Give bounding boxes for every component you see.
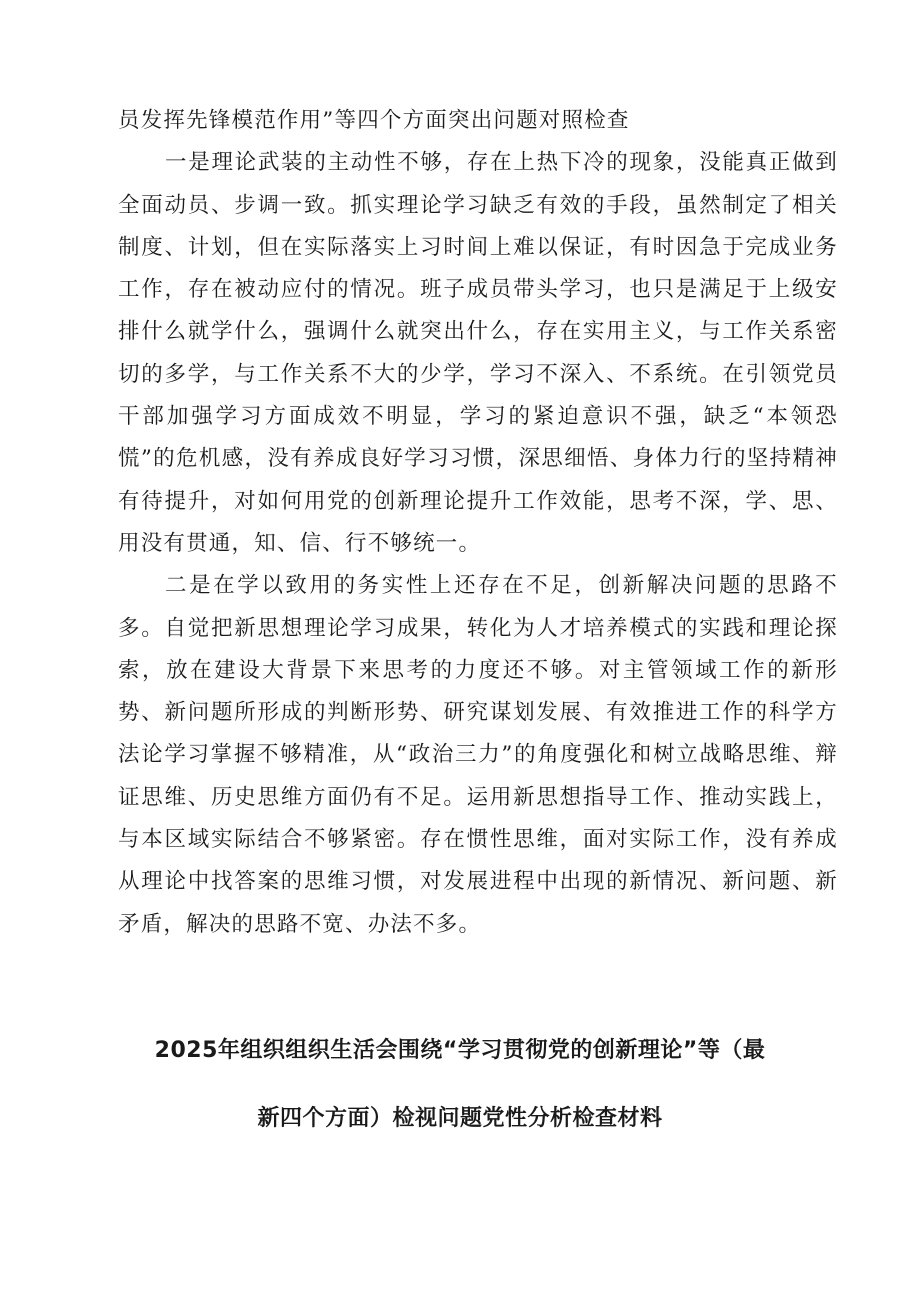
body-text: [118, 100, 838, 946]
paragraph-2: 二是在学以致用的务实性上还存在不足，创新解决问题的思路不多。自觉把新思想理论学习成果，转化为人才培养模式的实践和理论探索，放在建设大背景下来思考的力度还不够。对主管领域工作的新形势、新问题所形成的判断形势、研究谋划发展、有效推进工作的科学方法论学习掌握不够精准，从“政治三力”的角度强化和树立战略思维、辩证思维、历史思维方面仍有不足。运用新思想指导工作、推动实践上，与本区域实际结合不够紧密。存在惯性思维，面对实际工作，没有养成从理论中找答案的思维习惯，对发展进程中出现的新情况、新问题、新矛盾，解决的思路不宽、办法不多。: [118, 573, 838, 937]
section-title-line-2: 新四个方面）检视问题党性分析检查材料: [257, 1106, 663, 1131]
paragraph-1: 一是理论武装的主动性不够，存在上热下冷的现象，没能真正做到全面动员、步调一致。抓实理论学习缺乏有效的手段，虽然制定了相关制度、计划，但在实际落实上习时间上难以保证，有时因急于完成业务工作，存在被动应付的情况。班子成员带头学习，也只是满足于上级安排什么就学什么，强调什么就突出什么，存在实用主义，与工作关系密切的多学，与工作关系不大的少学，学习不深入、不系统。在引领党员干部加强学习方面成效不明显，学习的紧迫意识不强，缺乏“本领恐慌”的危机感，没有养成良好学习习惯，深思细悟、身体力行的坚持精神有待提升，对如何用党的创新理论提升工作效能，思考不深，学、思、用没有贯通，知、信、行不够统一。: [118, 150, 838, 556]
continuation-line: 员发挥先锋模范作用”等四个方面突出问题对照检查: [118, 108, 630, 133]
section-title-line-1: 2025年组织组织生活会围绕“学习贯彻党的创新理论”等（最: [154, 1038, 766, 1063]
